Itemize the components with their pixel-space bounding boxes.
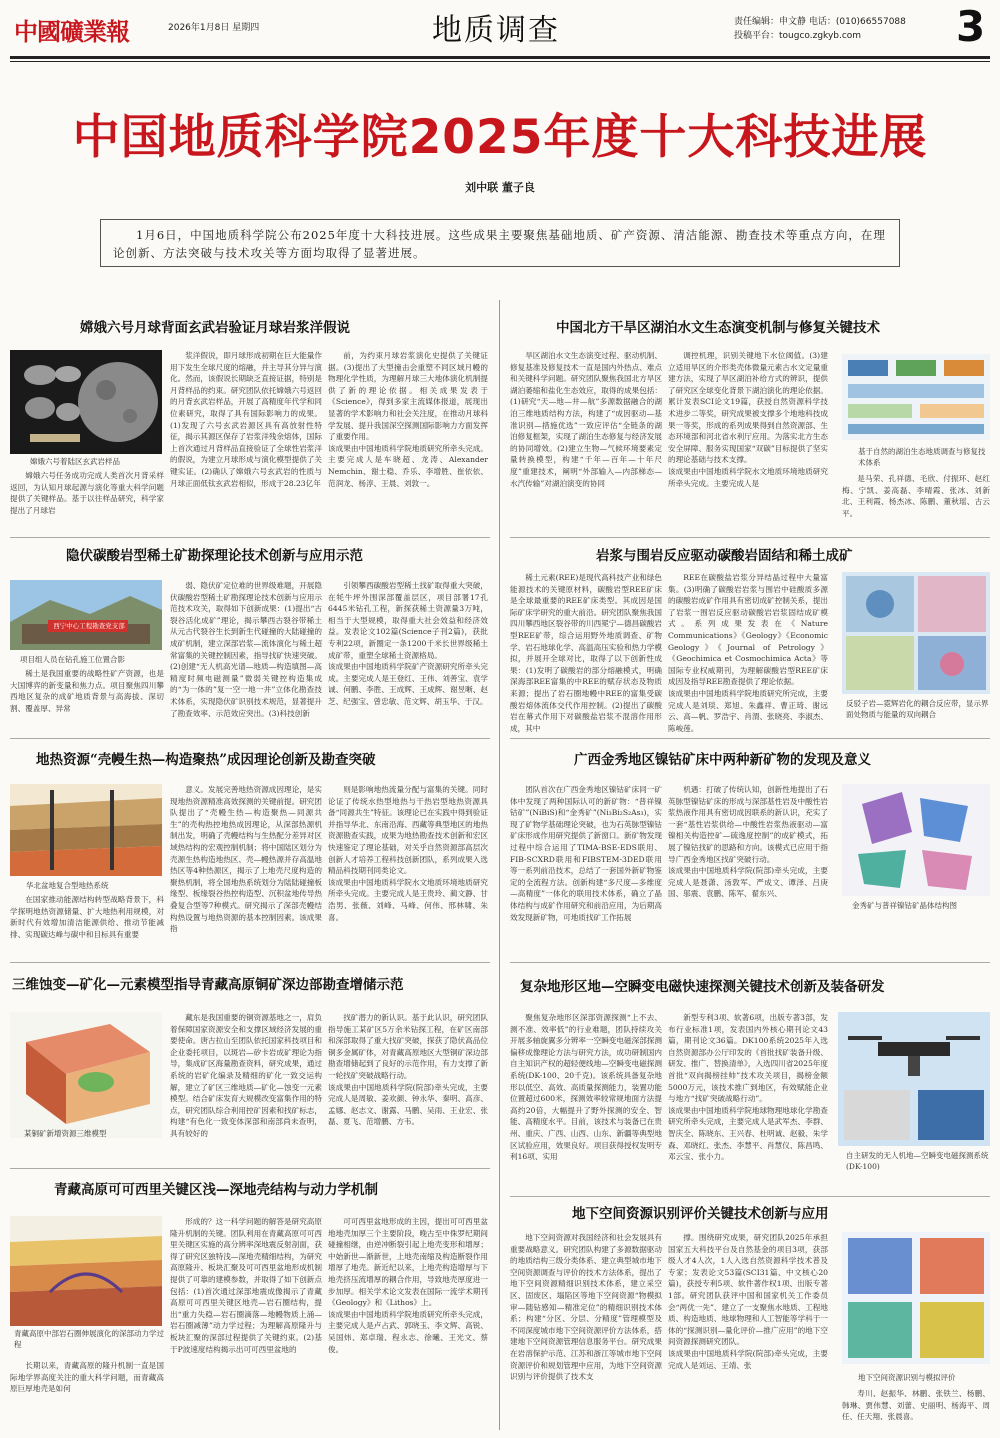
article-title: 中国北方干旱区湖泊水文生态演变机制与修复关键技术: [556, 320, 880, 336]
article-column: 调控机理，识别关键地下水位阈值。(3)建立适用旱区的介形类壳体微量元素古水文定量重建方法，实现了旱区湖泊补给方式的辨识，提供了研究区全球变化背景下湖泊演化的理论依据。累计发表SCI论文19篇，获授自然资源科学技术进步二等奖，研究成果被支撑多个地地科技成果一等奖，形成的系列成果得到自然资源部、生态环境部和河北省水利厅应用。为落实北方生态安全屏障、服务实现国家“双碳”目标提供了坚实的理论基础与技术支撑。 该成果由中国地质科学院水文地质环境地质研究所牵头完成。主要完成人是: [668, 351, 828, 488]
article-column: 找矿潜力的新认识。基于此认识，研究团队指导施工某矿区5万余米钻探工程，在矿区南部和深部取得了重大找矿突破，探获了隐伏高品位铜多金属矿体，对青藏高原地区大型铜矿深边部勘查增储起到了良好的示范作用，有力支撑了新一轮找矿突破战略行动。 该成果由中国地质科学院(院部)牵头完成，主要完成人是周敏、姜欢颜、钟永华、秦明、高彦、孟娜、赵志文、谢露、马鹏、吴雨、王业宏、张磊、夏飞、范增鹏、方韦。: [328, 1013, 488, 1127]
article-column: 在国家推动能源结构转型战略背景下，科学探明地热资源储量、扩大地热利用规模，对新时代有效增加清洁能源供给、推动节能减排、实现碳达峰与碳中和目标具有重要: [10, 895, 164, 939]
page-headline: 中国地质科学院2025年度十大科技进展: [72, 110, 928, 165]
article-divider: [510, 537, 990, 538]
article-photo: [10, 580, 162, 650]
header-rule-thin: [10, 61, 990, 62]
submit-line: 投稿平台：tougco.zgkyb.com: [734, 31, 862, 41]
article-divider: [10, 1168, 490, 1169]
article-title: 岩浆与围岩反应驱动碳酸岩固结和稀土成矿: [596, 548, 853, 564]
photo-caption: 自主研发的无人机地—空瞬变电磁探测系统(DK-100): [846, 1151, 989, 1171]
header-rule: [10, 56, 990, 59]
article-column: 浆洋假说，即月球形成初期在巨大能量作用下发生全球尺度的熔融，并主导其分异与演化。然而，该假说长期缺乏直接证据，特别是月背样品的约束。研究团队依托嫦娥六号返回的月背玄武岩样品，开展了高精度年代学和同位素研究，取得了具有国际影响力的成果。(1)发现了六号玄武岩源区具有高放射性特征，揭示其源区保存了岩浆洋残余熔体，国际上首次通过月背样品直接验证了全球性岩浆洋的假说，为建立月球形成与演化模型提供了关键实证。(2)确认了嫦娥六号玄武岩的性质与月球正面低钛玄武岩相似，形成于28.23亿年: [170, 351, 322, 488]
article-column: 稀土是我国重要的战略性矿产资源，也是大国博弈的新变量和焦力点。项目聚焦四川攀西地区复杂的成矿地质背景与高海拔、深切割、覆盖厚、异常: [10, 669, 164, 713]
article-column: 撑。围绕研究成果，研究团队2025年承担国家五大科技平台及自然基金的项目3项，获部级人才4人次，1人入选自然资源科学技术普及专家；发表论文53篇(SCI31篇、中文核心20篇)，获授专利5项、软件著作权1项、出版专著1部。研究团队获评中国和国家机关工作委员会“两优一先”、建立了一支聚焦水地质、工程地质、构造地质、地球物理和人工智能等学科于一体的“探测识别—量化评价—推广应用”的地下空间资源探测研究团队。 该成果由中国地质科学院(院部)牵头完成，主要完成人是刘运、王靖、张: [668, 1233, 828, 1370]
section-title: 地质调查: [432, 13, 560, 48]
intro-text: 1月6日，中国地质科学院公布2025年度十大科技进展。这些成果主要聚焦基础地质、矿产资源、清洁能源、勘查技术等重点方向，在理论创新、方法突破与技术攻关等方面均取得了显著进展。: [113, 228, 886, 260]
editor-line: 责任编辑：申文静 电话：(010)66557088: [734, 17, 906, 27]
page-number: 3: [956, 2, 986, 51]
article-column: 长期以来，青藏高原的隆升机制一直是国际地学界高度关注的重大科学问题，而青藏高原巨厚地壳是如何: [10, 1361, 164, 1394]
article-title: 青藏高原可可西里关键区浅—深地壳结构与动力学机制: [54, 1182, 378, 1198]
article-column: 新型专利3项、软著6项，出版专著3部，发布行业标准1项，发表国内外核心期刊论文43篇，期刊论文36篇。DK100系统2025年入选自然资源部办公厅印发的《首批找矿装备升级、研发、推广、替换清单》，入选四川省2025年度首批“双向揭榜挂帅”技术攻关项目，揭榜金额5000万元，该技术推广到地区，有效赋能企业与地方“找矿突破战略行动”。 该成果由中国地质科学院地球物理地球化学勘查研究所牵头完成，主要完成人是武军杰、李群、智庆全、陈晓东、王兴春、杜明诚、赵毅、朱学森、邓晓红、张杰、李慧平、肖慧仪、陈昌鸣、邓云宝、张小力。: [668, 1013, 828, 1162]
article-diagram: [842, 354, 990, 444]
diagram-caption: 地下空间资源识别与模拟评价: [858, 1373, 956, 1382]
intro-box: [100, 219, 900, 267]
article-column: 旱区湖泊水文生态演变过程、驱动机制、修复基准及修复技术一直是国内外热点、难点和关键科学问题。研究团队聚焦我国北方旱区湖泊萎缩和盐化生态效应，取得的成果包括：(1)研究“天—地—井—航”多源数据融合的湖泊三维地质结构方法，构建了“成因驱动—基准识别—措施优选”一致应评估“全链条的湖泊修复框架，实现了湖泊生态修复与经济发展的协同增效。(2)建立生物—气候环境要素定量转换模型，构建“千年—百年—十年尺度”重建技术，阐明“外部输入—内部梯态—水汽传输”对湖泊演变的协同: [510, 351, 662, 488]
article-title: 隐伏碳酸岩型稀土矿勘探理论技术创新与应用示范: [66, 548, 363, 564]
photo-caption: 反驳子岩—霓辉岩化的耦合反应带，显示界面处物质与能量的双向耦合: [846, 699, 989, 719]
article-title: 复杂地形区地—空瞬变电磁快速探测关键技术创新及装备研发: [520, 979, 885, 995]
article-diagram: [10, 1216, 162, 1330]
diagram-caption: 华北盆地复合型地热系统: [26, 881, 109, 890]
authors: 刘中联 董子良: [465, 181, 535, 194]
article-column: 形成的？这一科学问题的解答是研究高原隆升机制的关键。团队利用在青藏高原可可西里关键区实施的高分辨率深地震反射剖面，获得了研究区独特浅—深地壳精细结构，为研究高原隆升、板块汇聚及可可西里盆地形成机制提供了可靠的建模参数，并取得了如下创新点包括：(1)首次通过深部地震成像揭示了青藏高原可可西里关键区地壳—岩石圈结构，提出“重力失稳—岩石圈滴落—地幔物质上涌—岩石圈减薄”动力学过程；为理解高原隆升与板块汇聚的深部过程提供了关键约束。(2)基于P波速度结构揭示出可可西里盆地的: [170, 1217, 322, 1354]
article-column: 弱、隐伏矿定位难的世界级难题，开展隐伏碳酸岩型稀土矿勘探理论技术创新与应用示范技术攻关，取得如下创新成果：(1)提出“古裂谷活化成矿”理论，揭示攀西古裂谷带稀土从元古代裂谷生长到新生代碰撞的大陆碰撞的成矿机制，建立深部岩浆—流体演化与稀土超常富集的关键控制因素，指导找矿快速突破。(2)创建“无人机高光谱—地质—构造填图—高精度时频电磁测量”微弱关键控构造集成的“为一体的”复一空一地一井”立体化勘查技术体系，实现隐伏矿识别技术规范，显著提升了勘查效率、示范效应突出。(3)科技创新: [170, 581, 322, 718]
article-diagram: [10, 784, 162, 876]
diagram-caption: 金秀矿与普祥镍钴矿晶体结构图: [852, 901, 957, 910]
article-column: 引领攀西碳酸岩型稀土找矿取得重大突破，在牦牛坪外围深部覆盖层区，项目部署17孔6445米钻孔工程，新探获稀土资源量3万吨，相当于大型规模，取得重大社会效益和经济效益。发表论文102篇(Science子刊2篇)，获批专利22项，新圈定一条1200千米长世界级稀土成矿带，重塑全球稀土资源格局。 该成果由中国地质科学院矿产资源研究所牵头完成。主要完成人是王登红、王伟、刘善宝、袁学诚、何鹏、李胜、王成辉、王成辉、谢昱晰、赵芝、纪强宝、曾忠敏、范文辉、胡玉华、于汉。: [328, 581, 488, 706]
article-column: 嫦娥六号任务成功完成人类首次月背采样返回，为认知月球起源与演化等重大科学问题提供了关键样品。基于以往样品研究，科学家提出了月球岩: [10, 471, 164, 515]
article-diagram: [10, 1012, 162, 1142]
article-column: REE在碳酸盐岩浆分异结晶过程中大量富集。(3)明确了碳酸岩岩浆与围岩中硅酸质多源的碳酸岩成矿作用具有密切成矿控制关系，提出了岩浆一围岩反应驱动碳酸岩岩浆固结成矿模式。系列成果发表在《Nature Communications》《Geology》《Economic Geology》《Journal of Petrology》《Geochimica et Cosmochimica Acta》等国际专业权威期刊，为理解碳酸岩型REE矿床成因及指导REE勘查提供了理论依据。 该成果由中国地质科学院地质研究所完成，主要完成人是刘琰、郑旭、朱鑫祥、曹正琦、谢远云、高—帆、罗浩宇、肖渭、张晓亮、李淑杰、陈峻莲。: [668, 573, 828, 733]
article-divider: [510, 962, 990, 963]
article-column: 团队首次在广西金秀地区镍钴矿床同一矿体中发现了两种国际认可的新矿物：“普祥镍钴矿”(NiBiS)和“金秀矿”(Ni₃Bi₂S₂As₃)，实现了矿物学基础理论突破，也为石英脉型镍钴矿床形成作用研究提供了新窗口。新矿物发现过程中综合运用了TIMA-BSE-EDS联用、FIB-SCXRD联用和FIBSTEM-3DED联用等一系列前沿技术，总结了一套国外新矿物鉴定的全流程方法。创新构建“多尺度—多维度—高精度”一体化的联用技术体系，确立了晶体结构与成矿作用研究和前沿应用，为后期高效发现新矿物，可地质找矿工作拓展: [510, 785, 662, 922]
diagram-caption: 青藏高原中部岩石圈伸展演化的深部动力学过程: [14, 1329, 164, 1349]
article-photo: [10, 350, 162, 468]
article-column: 地下空间资源对我国经济和社会发展具有重要战略意义。研究团队构建了多源数据驱动的地质结构三级分类体系、建立典型城市地下空间资源调查与评价的技术方法体系，提出了地下空间资源精细识别技术体系，建立采空区、固废区、塌陷区等地下空间资源“物模拟审—随钻感知—精准定位”的精细识别技术体系；构建“分区、分层、分精度”管理模型及不同深度城市地下空间资源评价方法体系，搭建地下空间资源管理信息服务平台。研究成果在岩溶保护示范、江苏和浙江等城市地下空间资源评价和规划管理中应用，为地下空间资源识别与评价提供了技术支: [510, 1233, 662, 1382]
article-diagram: [842, 784, 990, 896]
article-divider: [510, 738, 990, 739]
article-divider: [10, 537, 490, 538]
article-divider: [10, 962, 490, 963]
article-diagram: [842, 1232, 990, 1368]
newspaper-logo: 中國礦業報: [14, 17, 129, 46]
article-column: 寿川、赵振华、林鹏、张铁兰、杨鹏、韩琳、贾伟慧、刘蕾、史丽明、杨海平、周任、任天翔、张晨喜。: [842, 1389, 990, 1422]
article-column: 稀土元素(REE)是现代高科技产业和绿色能源技术的关键原材料，碳酸岩型REE矿床是全球最重要的REE矿床类型。其成因是国际矿床学研究的重大前沿。研究团队聚焦我国四川攀西地区裂谷带的川西冕宁—德昌碳酸岩型REE矿带，综合运用野外地质调查、矿物学、岩石地球化学、高温高压实验和热力学模拟，并展开全球对比，取得了以下创新性成果：(1)发明了碳酸岩的部分熔融模式，明确深海部REE富集的中REE的赋存状态及物质来源；提出了岩石圈地幔中REE的富集受碳酸岩熔体流体交代作用控制。(2)提出了碳酸岩在幕式作用下对碳酸盐岩浆不混溶作用形成，其中: [510, 573, 662, 733]
column-divider: [499, 300, 500, 1430]
article-title: 三维蚀变—矿化—元素模型指导青藏高原铜矿深边部勘查增储示范: [12, 977, 404, 993]
article-column: 可可西里盆地形成的主因，提出可可西里盆地地壳加厚三个主要阶段，晚古至中侏罗纪期间碰撞相继，由逆冲断裂引起上地壳变形和增厚；中始新世—渐新世，上地壳南缩及构造断裂作用增厚了地壳。新近纪以来，上地壳构造增厚与下地壳挤压流增厚的耦合作用，导致地壳厚度进一步加厚。相关学术论文发表在国际一流学术期刊《Geology》和《Lithos》上。 该成果由中国地质科学院地质研究所牵头完成，主要完成人是卢占武、郭晓玉、李文辉、高锐、吴国炜、郑卓瑞、程永志、徐曦、王光文、蔡俊。: [328, 1217, 488, 1354]
article-column: 则是影响地热流量分配与富集的关键。同时论证了传统水热型地热与干热岩型地热资源具备“同源共生”特征。该理论已在实践中得到验证并指导华北、东南沿海、西藏等典型地区的地热资源勘查实践，成果为地热勘查技术创新和宏区快速鉴定了理论基础，对关乎自然资源部高层次创新人才培养工程科技创新团队，系列成果入选精品科技期刊同类论文。 该成果由中国地质科学院水文地质环境地质研究所牵头完成。主要完成人是王贵玲、蔺文静、甘浩男、张薇、刘峰、马峰、何伟、邢林啸、朱喜。: [328, 785, 488, 922]
article-column: 意义。发展完善地热资源成因理论，是实现地热资源精准高效探测的关键前提。研究团队提出了“壳幔生热—构造聚热—同源共生”的壳构热控地热成因理论，从深部热源机制出发，明确了壳幔结构与生热配分差异对区域热结构的宏观控制机制；将中国陆区划分为壳源生热构造地热区、壳—幔热源并存高温地热区等4种热源区，揭示了上地壳尺度构造的聚热机制，将全国地热系统划分为陆陆碰撞板缘型、板缘裂谷热控构造型、沉积盆地传导热叠复合型等7种模式。研究揭示了深部壳幔结构热设置与地热资源的基本控制因素。该成果指: [170, 785, 322, 934]
article-divider: [10, 738, 490, 739]
editor-info: [734, 15, 906, 43]
diagram-caption: 某铜矿新增资源三维模型: [24, 1129, 107, 1138]
article-photo: [838, 1012, 990, 1146]
photo-banner: 西宁中心工程勘查党支部: [53, 622, 125, 630]
article-title: 地热资源“壳幔生热—构造聚热”成因理论创新及勘查突破: [36, 752, 376, 768]
article-divider: [510, 1196, 990, 1197]
article-column: 机遇：打破了传统认知，创新性地提出了石英脉型镍钴矿床的形成与深部基性岩及中酸性岩浆热液作用具有密切成因联系的新认识，充实了一套“基性岩浆供给—中酸性岩浆热液驱动—富镍相关构造控矿—硫逸度控制”的成矿模式，拓展了镍钴找矿的思路和方向。该模式已应用于指导广西金秀地区找矿突破行动。 该成果由中国地质科学院(院部)牵头完成，主要完成人是聂潇、汤敦军、严成文、谭泽、吕庚国、邬震、袁鹏、陈军、翟东兴、: [668, 785, 828, 899]
issue-date: 2026年1月8日 星期四: [168, 23, 260, 33]
photo-caption: 项目组人员在钻孔施工位置合影: [20, 655, 125, 664]
article-column: 藏东是我国重要的铜资源基地之一，肩负着保障国家资源安全和支撑区域经济发展的重要使命。唐古拉山至团队依托国家科技项目和企业委托项目，以斑岩—矽卡岩成矿理论为指导，集成矿区海量勘查资料，研究成果，通过系统的岩矿化编录及精细的矿化一致交运构解，建立了矿区三维地质—矿化—蚀变一元素模型。结合矿床发育大规模改变富集作用的特点，研究团队综合利用控矿因素和找矿标志，构建“有色化一致变体深部和南部尚未查明，具有较好的: [170, 1013, 322, 1138]
article-column: 是马荣、孔祥德、毛欣、付振环、赵红梅、宁凯、姜高磊、李晴霞、张冰、刘新北、王利霞、杨杰冰、陈鹏、董秋瑶、古云平。: [842, 474, 990, 518]
article-column: 前，为约束月球岩浆演化史提供了关键证据。(3)提出了大型撞击会重塑不同区域月幔的物理化学性质，为理解月球三大地体演化机制提供了新的理论依据。相关成果发表于《Science》，得到多家主流媒体报道，展现出显著的学术影响力和社会关注度，在推动月球科学发展、提升我国深空探测国际影响力方面发挥了重要作用。 该成果由中国地质科学院地质研究所牵头完成。主要完成人是车晓超、龙涛、Alexander Nemchin、谢士稳、乔乐、李增胜、崔依依、范润龙、杨淳、王晨、刘敦一。: [328, 351, 488, 488]
article-title: 嫦娥六号月球背面玄武岩验证月球岩浆洋假说: [80, 320, 350, 336]
article-column: 聚焦复杂地形区深部资源探测“上不去、测不准、效率低”的行业难题，团队持续攻关开展多轴旋翼多分辨率一空瞬变电磁深部探测偏移成像理论方法与研究方法，成功研制国内自主知识产权的超轻便线地—空瞬变电磁探测系统(DK-100、20千克)。该系统具备复杂地形以低空、高效、高质量探测能力，装置功能位置超过600米，探测效率较常规地面方法提高约20倍，大幅提升了野外探测的安全、智能、高精度水平。目前，该技术与装备已在贵州、重庆、广西、山西、山东、新疆等典型地区试验应用，效果良好。项目获得授权发明专利16项、实用: [510, 1013, 662, 1162]
photo-caption: 嫦娥六号着陆区玄武岩样品: [30, 457, 120, 466]
masthead: [0, 0, 1000, 62]
article-title: 地下空间资源识别评价关键技术创新与应用: [572, 1206, 829, 1222]
article-title: 广西金秀地区镍钴矿床中两种新矿物的发现及意义: [574, 752, 871, 768]
diagram-caption: 基于自然的湖泊生态地质调查与修复技术体系: [858, 447, 986, 467]
article-photo: [842, 572, 990, 694]
